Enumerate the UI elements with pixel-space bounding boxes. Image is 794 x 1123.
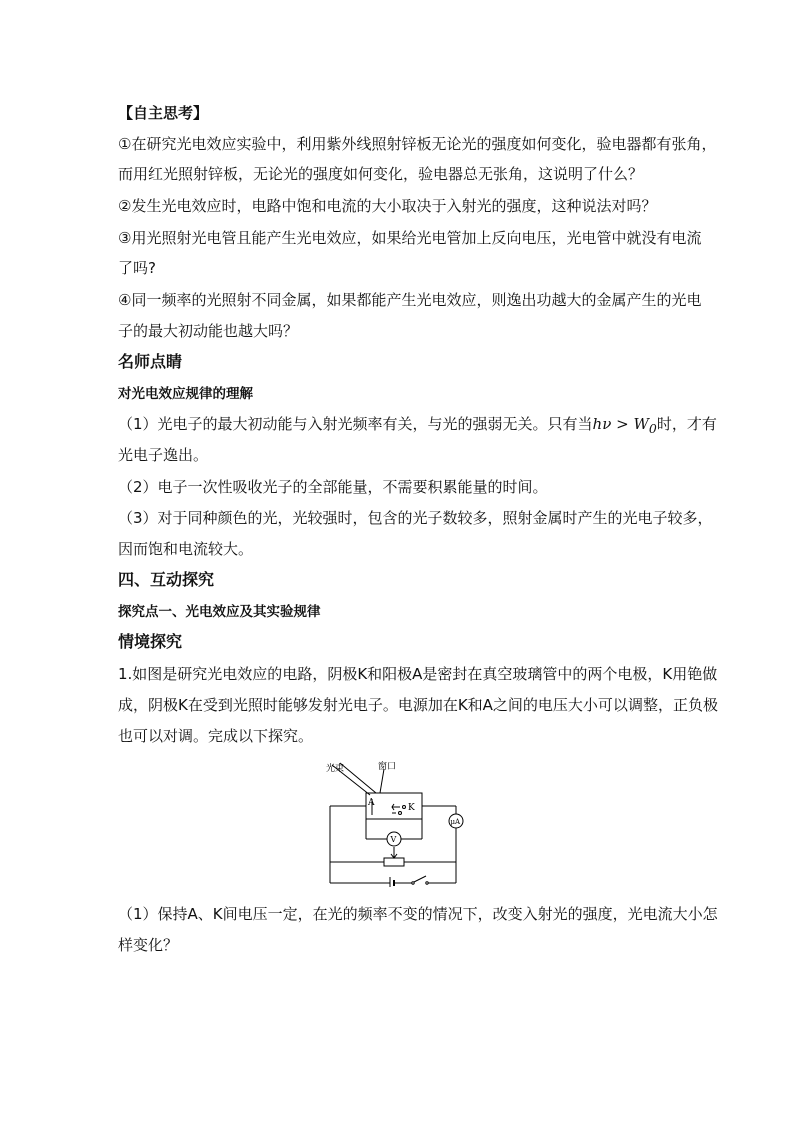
teacher-tips-heading: 名师点睛 xyxy=(118,352,183,371)
switch xyxy=(414,876,426,882)
electron-dot-1 xyxy=(403,806,406,809)
self-think-q4-line1: ④同一频率的光照射不同金属，如果都能产生光电效应，则逸出功越大的金属产生的光电 xyxy=(118,291,702,309)
photoelectric-circuit-diagram xyxy=(326,759,466,887)
scenario-line1: 1.如图是研究光电效应的电路，阴极K和阳极A是密封在真空玻璃管中的两个电极，K用铯做 xyxy=(118,665,718,683)
label-light-beam: 光束 xyxy=(326,764,345,774)
scenario-line3: 也可以对调。完成以下探究。 xyxy=(118,727,314,745)
rheostat xyxy=(384,858,404,866)
teacher-tips-p3-line2: 因而饱和电流较大。 xyxy=(118,540,254,558)
teacher-tips-p2: （2）电子一次性吸收光子的全部能量，不需要积累能量的时间。 xyxy=(118,478,548,496)
teacher-tips-p3-line1: （3）对于同种颜色的光，光较强时，包含的光子数较多，照射金属时产生的光电子较多， xyxy=(118,509,713,527)
self-think-heading: 【自主思考】 xyxy=(118,104,209,122)
light-ray-2 xyxy=(340,763,376,793)
self-think-q4-line2: 子的最大初动能也越大吗？ xyxy=(118,322,299,340)
teacher-tips-p1-line1 xyxy=(118,414,717,439)
question1-line1: （1）保持A、K间电压一定，在光的频率不变的情况下，改变入射光的强度，光电流大小怎 xyxy=(118,905,718,923)
window-pointer xyxy=(380,769,384,793)
p1-text-after: 时，才有 xyxy=(656,415,717,433)
formula-work-function: W xyxy=(633,415,649,433)
teacher-tips-p1-line2: 光电子逸出。 xyxy=(118,446,209,464)
formula-subscript: 0 xyxy=(648,421,657,436)
self-think-q3-line1: ③用光照射光电管且能产生光电效应，如果给光电管加上反向电压，光电管中就没有电流 xyxy=(118,229,702,247)
teacher-tips-subheading: 对光电效应规律的理解 xyxy=(118,386,253,402)
formula-greater-than: > xyxy=(611,415,634,433)
scenario-line2: 成，阴极K在受到光照时能够发射光电子。电源加在K和A之间的电压大小可以调整，正负极 xyxy=(118,696,718,714)
point1-heading: 探究点一、光电效应及其实验规律 xyxy=(118,604,321,620)
formula-hv: hν xyxy=(592,415,612,433)
scenario-heading: 情境探究 xyxy=(118,632,183,651)
self-think-q2: ②发生光电效应时，电路中饱和电流的大小取决于入射光的强度，这种说法对吗？ xyxy=(118,197,657,215)
label-microammeter: μA xyxy=(450,818,461,826)
question1-line2: 样变化？ xyxy=(118,936,179,954)
electron-dot-2 xyxy=(399,812,402,815)
self-think-q1-line1: ①在研究光电效应实验中，利用紫外线照射锌板无论光的强度如何变化，验电器都有张角， xyxy=(118,135,717,153)
label-voltmeter: V xyxy=(390,835,397,844)
label-cathode: K xyxy=(408,803,415,813)
label-window: 窗口 xyxy=(378,762,397,772)
p1-text-before: （1）光电子的最大初动能与入射光频率有关，与光的强弱无关。只有当 xyxy=(118,415,593,433)
self-think-q3-line2: 了吗? xyxy=(118,259,156,277)
interactive-heading: 四、互动探究 xyxy=(118,570,215,589)
label-anode: A xyxy=(368,798,375,808)
self-think-q1-line2: 而用红光照射锌板，无论光的强度如何变化，验电器总无张角，这说明了什么？ xyxy=(118,165,644,183)
